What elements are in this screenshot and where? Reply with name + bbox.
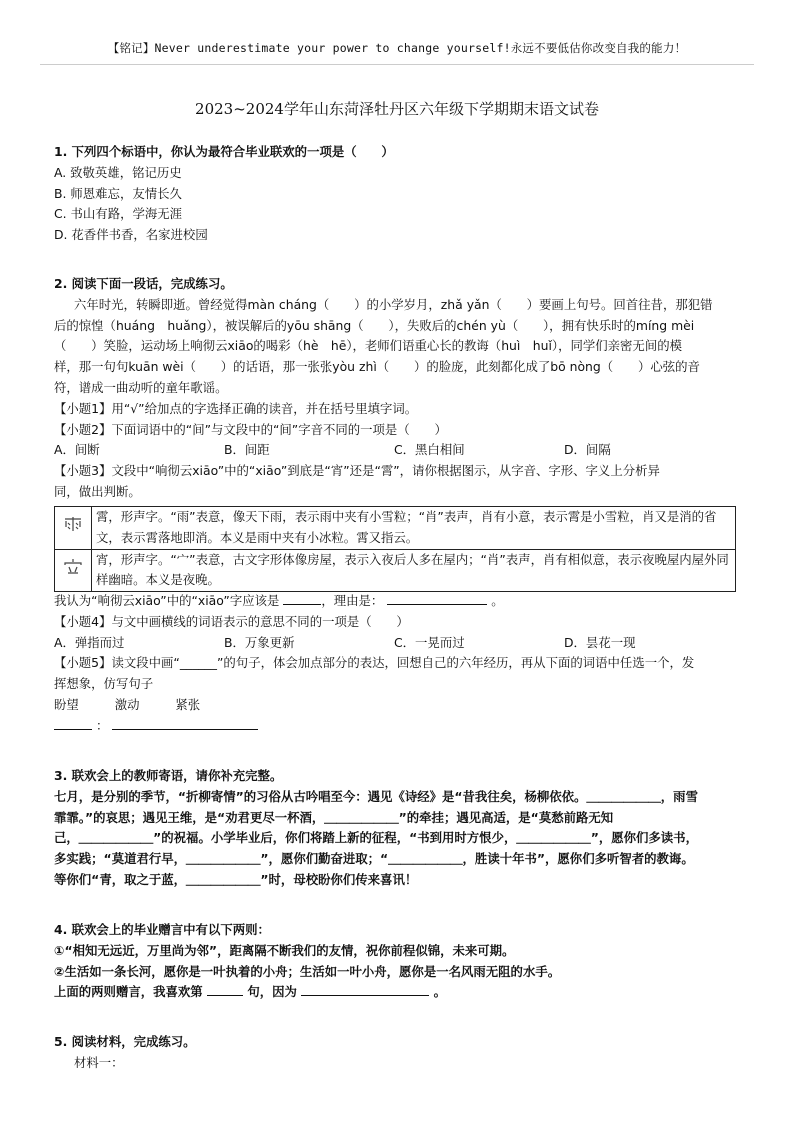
question-1-option-a: A. 致敬英雄，铭记历史 [54, 164, 182, 180]
passage-line: 样，那一句句kuān wèi（ ）的话语，那一张张yòu zhì（ ）的脸庞，此刻都化成了bō nòng（ ）心弦的音 [54, 359, 700, 375]
page-title: 2023~2024学年山东菏泽牡丹区六年级下学期期末语文试卷 [195, 100, 599, 118]
option-c: C．黑白相间 [394, 442, 465, 458]
answer-blank[interactable] [54, 716, 92, 730]
option-b: B．间距 [224, 442, 270, 458]
option-b: B．万象更新 [224, 634, 295, 650]
word-choice: 激动 [114, 696, 140, 712]
figure-row-xiao-cloud [55, 507, 736, 550]
answer-blank[interactable] [283, 591, 321, 605]
question-3 [54, 766, 744, 891]
option-a: A．间断 [54, 442, 100, 458]
answer-blank[interactable] [112, 716, 258, 730]
imitation-answer-line: ： [54, 716, 744, 737]
subquestion-2-options [54, 440, 744, 461]
subquestion-3-answer: 我认为“响彻云xiāo”中的“xiāo”字应该是 ，理由是： 。 [54, 593, 504, 608]
answer-blank[interactable] [387, 591, 487, 605]
question-3-line: 等你们“青，取之于蓝，＿＿＿＿＿＿”时，母校盼你们传来喜讯！ [54, 871, 418, 887]
subquestion-4-options [54, 633, 744, 654]
question-4-item: ①“相知无远近，万里尚为邻”，距离隔不断我们的友情，祝你前程似锦，未来可期。 [54, 942, 515, 958]
word-choice: 盼望 [54, 696, 79, 712]
question-4-stem: 4. 联欢会上的毕业赠言中有以下两则： [54, 922, 270, 937]
question-3-line: 霏霏。”的哀思；遇见王维，是“劝君更尽一杯酒，＿＿＿＿＿＿”的牵挂；遇见高适，是“莫愁前路无知 [54, 809, 614, 825]
passage-line: （ ）笑脸，运动场上响彻云xiāo的喝彩（hè hē），老师们语重心长的教诲（huì huǐ），同学们亲密无间的模 [54, 338, 682, 354]
question-1-option-b: B. 师恩难忘，友情长久 [54, 185, 182, 201]
question-2-continued [54, 591, 744, 737]
header-divider [40, 64, 754, 65]
question-1-option-d: D. 花香伴书香，名家进校园 [54, 227, 208, 243]
question-4-item: ②生活如一条长河，愿你是一叶执着的小舟；生活如一叶小舟，愿你是一名风雨无阻的水手。 [54, 963, 561, 979]
option-d: D．间隔 [564, 442, 611, 458]
subquestion-3-line: 同，做出判断。 [54, 483, 141, 499]
answer-blank[interactable] [301, 982, 429, 996]
figure-row-xiao-night [55, 549, 736, 592]
figure-text: 宵，形声字。“宀”表意，古文字形体像房屋，表示入夜后人多在屋内；“肖”表声，肖有相似意，表示夜晚屋内屋外同样幽暗。本义是夜晚。 [92, 549, 736, 592]
subquestion-2: 【小题2】下面词语中的“间”与文段中的“间”字音不同的一项是（ ） [54, 421, 447, 437]
question-3-line: 多实践；“莫道君行早，＿＿＿＿＿＿”，愿你们勤奋进取；“＿＿＿＿＿＿，胜读十年书”，愿你们多听智者的教诲。 [54, 851, 694, 867]
question-4 [54, 920, 744, 1003]
question-3-line: 己，＿＿＿＿＿＿”的祝福。小学毕业后，你们将踏上新的征程，“书到用时方恨少，＿＿＿＿＿＿”，愿你们多读书， [54, 830, 698, 846]
subquestion-1: 【小题1】用“√”给加点的字选择正确的读音，并在括号里填字词。 [54, 400, 418, 416]
motto-banner: 【铭记】Never underestimate your power to change yourself!永远不要低估你改变自我的能力！ [107, 41, 687, 55]
word-choices [54, 695, 744, 716]
question-1-stem: 1. 下列四个标语中，你认为最符合毕业联欢的一项是（ ） [54, 144, 394, 159]
option-c: C．一晃而过 [394, 634, 465, 650]
option-a: A．弹指而过 [54, 634, 125, 650]
subquestion-5-line: 挥想象，仿写句子 [54, 676, 154, 692]
character-analysis-figure [54, 506, 736, 592]
roof-glyph-icon [62, 558, 84, 576]
word-choice: 紧张 [175, 696, 201, 712]
question-5-stem: 5. 阅读材料，完成练习。 [54, 1034, 196, 1049]
question-3-stem: 3. 联欢会上的教师寄语，请你补充完整。 [54, 768, 283, 783]
question-1 [54, 142, 744, 246]
question-4-answer: 上面的两则赠言，我喜欢第 句，因为 。 [54, 984, 446, 1000]
question-3-line: 七月，是分别的季节，“折柳寄情”的习俗从古吟唱至今：遇见《诗经》是“昔我往矣，杨柳依依。＿＿＿＿＿＿，雨雪 [54, 788, 698, 804]
subquestion-3-line: 【小题3】文段中“响彻云xiāo”中的“xiāo”到底是“宵”还是“霄”，请你根据图示，从字音、字形、字义上分析异 [54, 463, 660, 479]
option-d: D．昙花一现 [564, 634, 636, 650]
figure-text: 霄，形声字。“雨”表意，像天下雨，表示雨中夹有小雪粒；“肖”表声，肖有小意，表示霄是小雪粒，肖又是消的省文，表示霄落地即消。本义是雨中夹有小冰粒。霄又指云。 [92, 507, 736, 550]
question-2 [54, 274, 744, 503]
figure-icon-cell [55, 549, 92, 592]
answer-blank[interactable] [207, 982, 243, 996]
passage-line: 后的惊惶（huáng huǎng），被误解后的yōu shāng（ ），失败后的chén yù（ ），拥有快乐时的míng mèi [54, 317, 695, 333]
material-label: 材料一： [74, 1054, 124, 1070]
figure-icon-cell [55, 507, 92, 550]
passage-line: 符，谱成一曲动听的童年歌谣。 [54, 379, 228, 395]
question-5 [54, 1032, 744, 1074]
passage-line: 六年时光，转瞬即逝。曾经觉得màn cháng（ ）的小学岁月，zhǎ yǎn（ ）要画上句号。回首往昔，那犯错 [74, 296, 713, 312]
subquestion-4: 【小题4】与文中画横线的词语表示的意思不同的一项是（ ） [54, 613, 409, 629]
question-1-option-c: C. 书山有路，学海无涯 [54, 206, 183, 222]
subquestion-5-line: 【小题5】读文段中画“______”的句子，体会加点部分的表达，回想自己的六年经历，再从下面的词语中任选一个，发 [54, 655, 695, 671]
rain-glyph-icon [62, 515, 84, 533]
question-2-stem: 2. 阅读下面一段话，完成练习。 [54, 276, 233, 291]
